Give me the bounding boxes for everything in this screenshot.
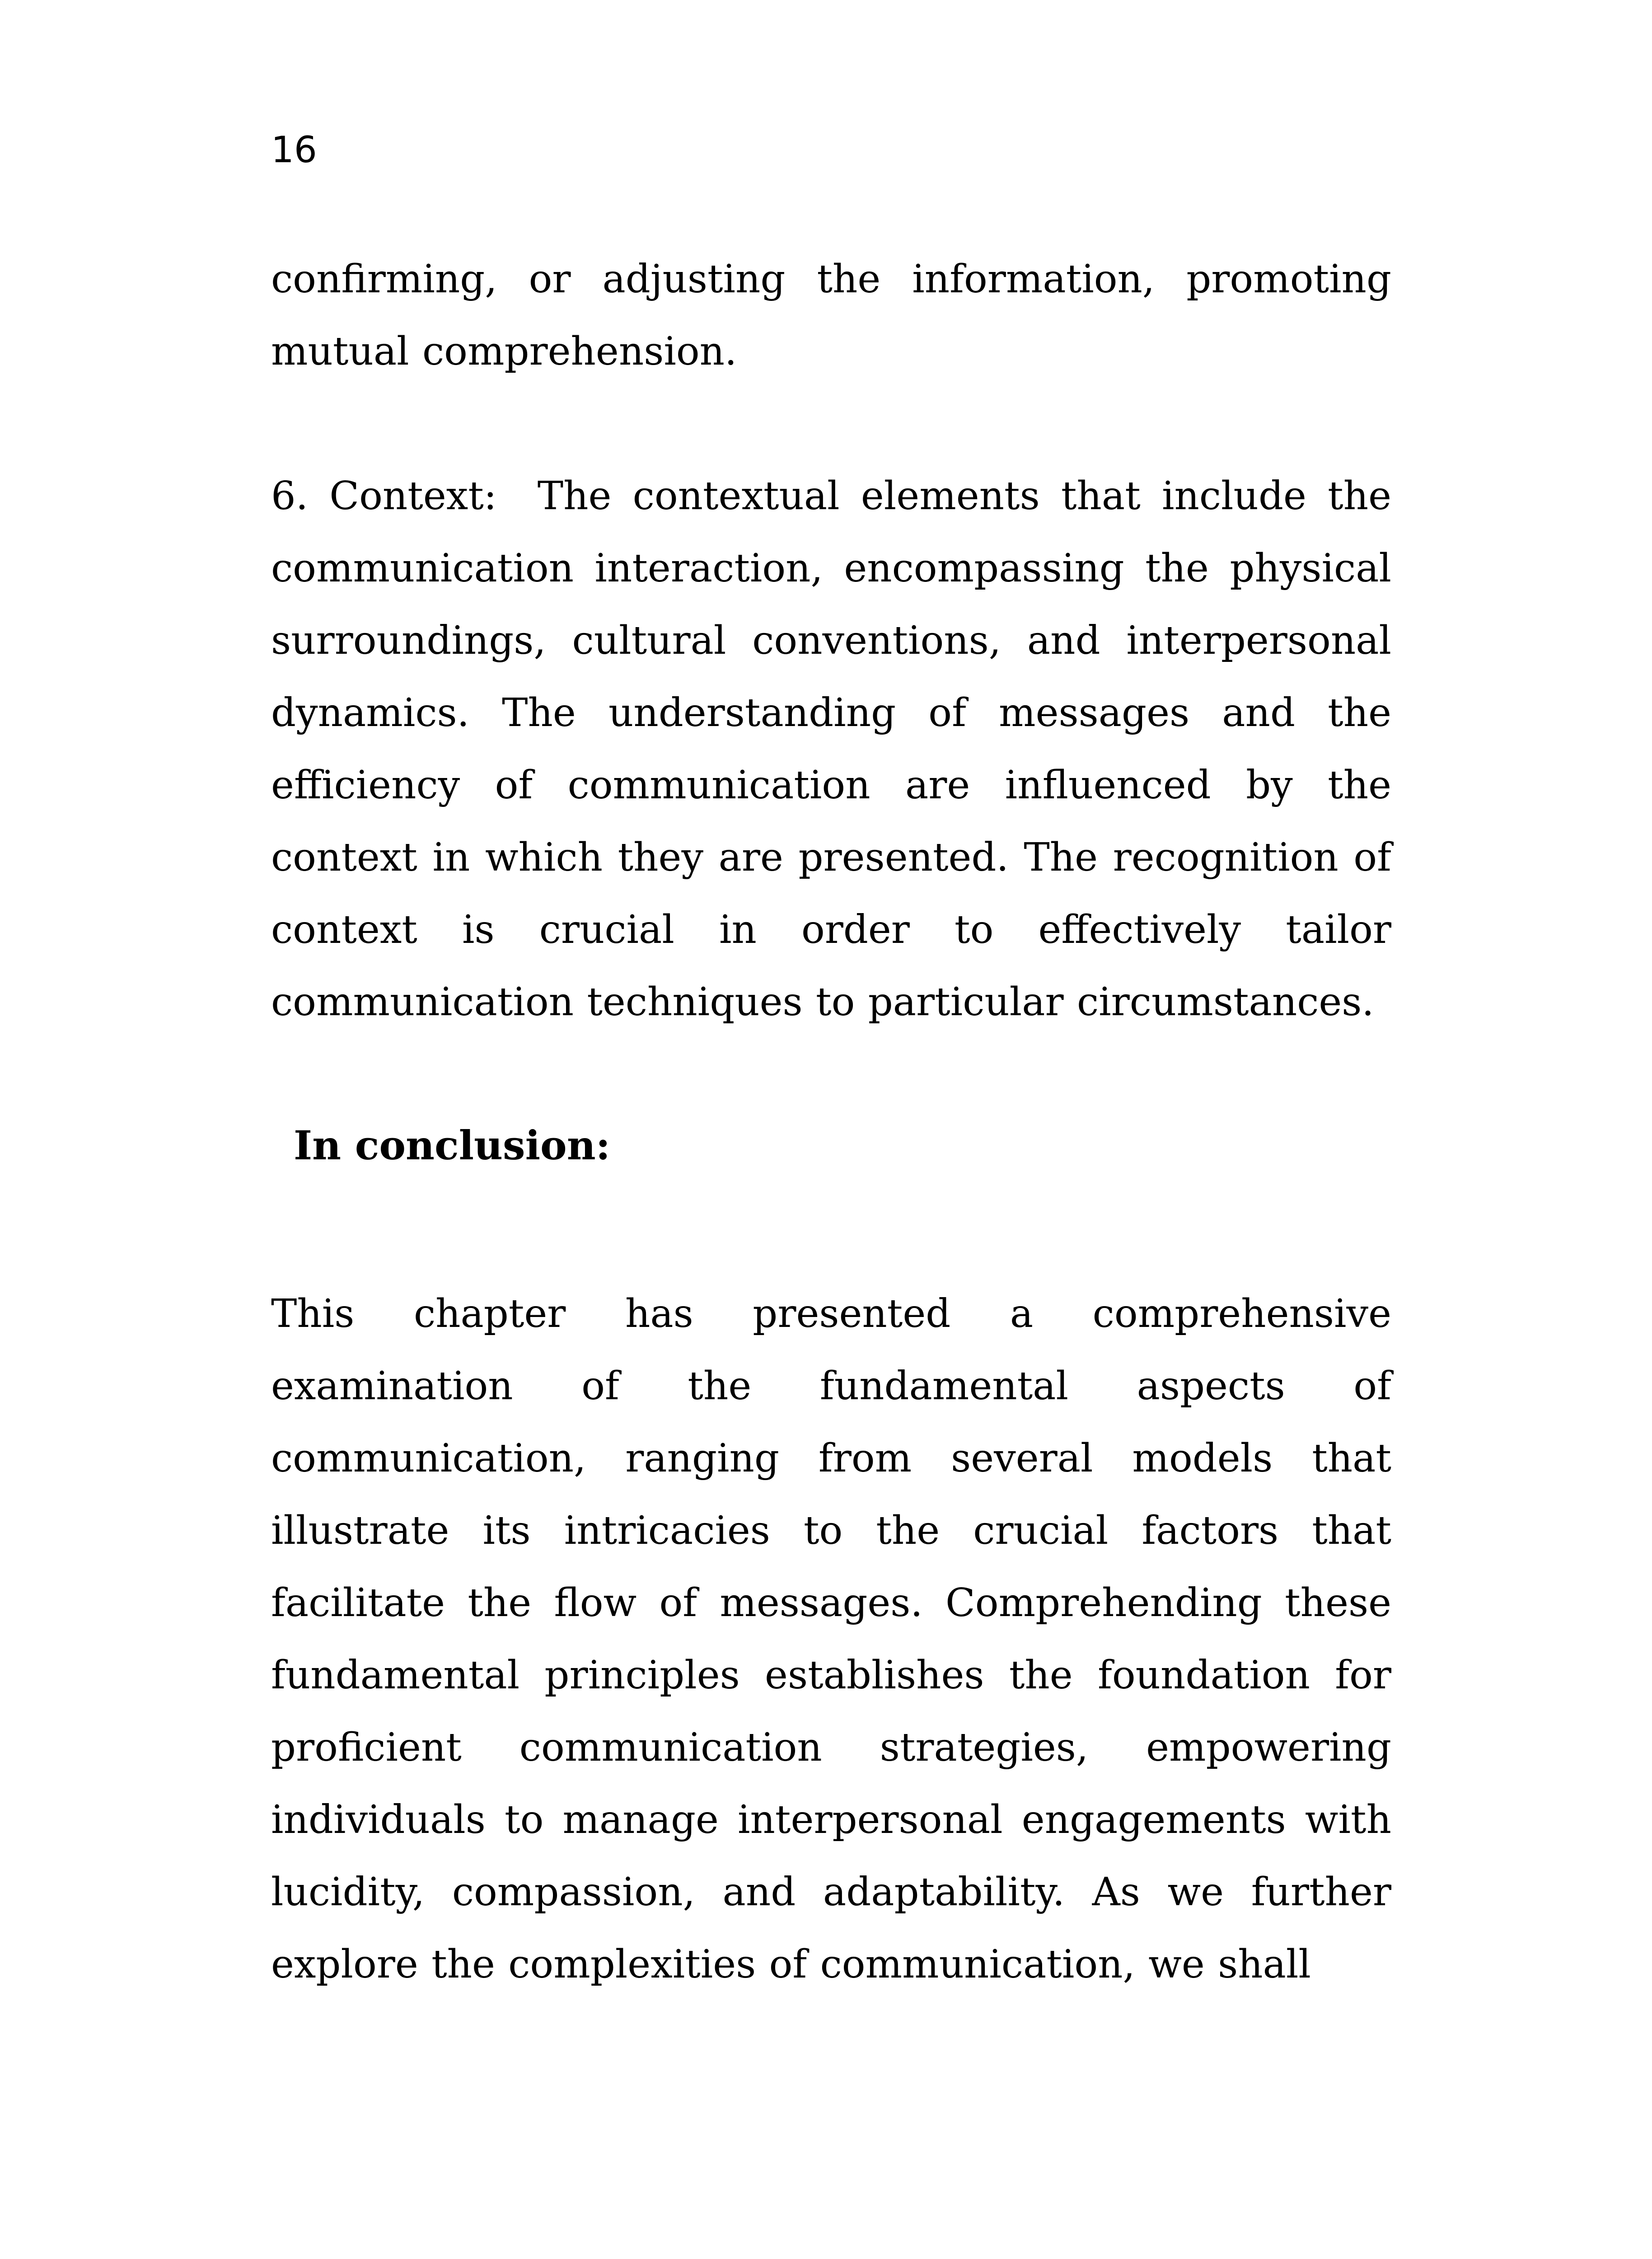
- conclusion-heading: In conclusion:: [294, 1122, 611, 1169]
- page-number: 16: [271, 129, 317, 171]
- conclusion-paragraph: This chapter has presented a comprehensive examination of the fundamental aspects of communication, ranging from several models that illustrate its intricacies to the crucial factors that facilitate the flow of messages. Comprehending these fundamental principles establishes the foundation for proficient communication strategies, empowering individuals to manage interpersonal engagements with lucidity, compassion, and adaptability. As we further explore the complexities of communication, we shall: [271, 1291, 1391, 1987]
- context-item-label: 6. Context:: [271, 473, 497, 519]
- context-item-text: The contextual elements that include the communication interaction, encompassing the physical surroundings, cultural conventions, and interpersonal dynamics. The understanding of messages and the efficiency of communication are influenced by the context in which they are presented. The recognition of context is crucial in order to effectively tailor communication techniques to particular circumstances.: [271, 473, 1391, 1025]
- continuation-paragraph: confirming, or adjusting the information, promoting mutual comprehension.: [271, 257, 1391, 374]
- context-item-paragraph: [271, 460, 1391, 1038]
